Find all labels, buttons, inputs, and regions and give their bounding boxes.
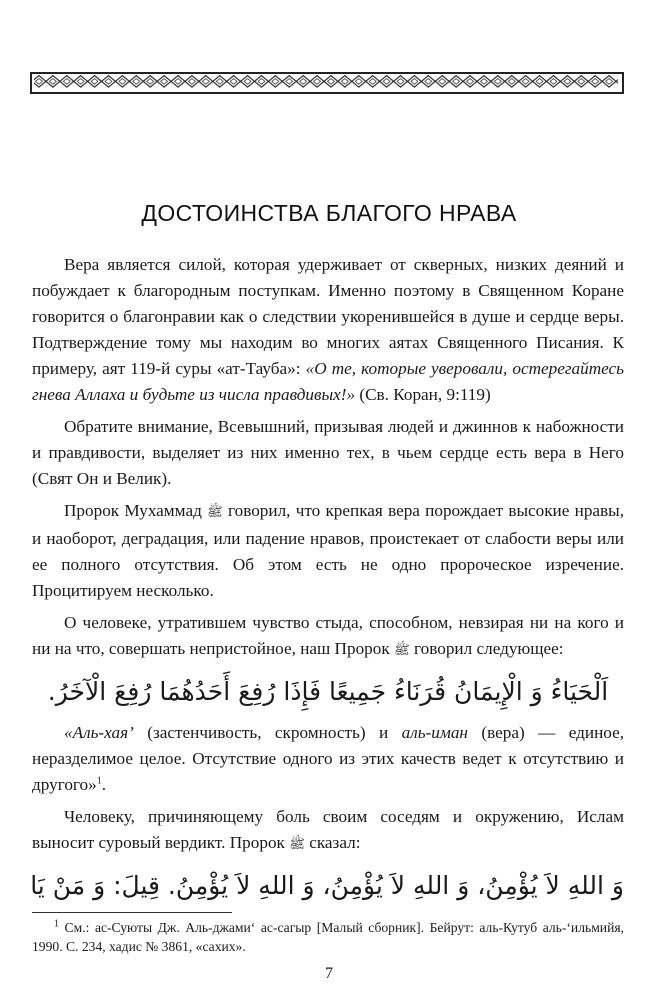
salawat-icon: ﷺ [289, 837, 305, 852]
paragraph-2: Обратите внимание, Всевышний, призывая людей и джиннов к набожности и правдивости, выделяет из них именно тех, в чьем сердце есть вера в Него (Свят Он и Велик). [32, 417, 624, 488]
paragraph-4-text-b: говорил следующее: [409, 639, 564, 658]
quran-reference: (Св. Коран, 9:119) [355, 385, 491, 404]
paragraph-5-text-b: (вера) — единое, неразделимое целое. Отсутствие одного из этих качеств ведет к отсутствию и другого» [32, 723, 624, 794]
paragraph-3 [32, 498, 624, 604]
body-text [32, 252, 624, 914]
footnote-text: См.: ас-Суюты Дж. Аль-джами‘ ас-сагыр [Малый сборник]. Бейрут: аль-Кутуб аль-‘ильмийя, 1990. С. 234, хадис № 3861, «сахих». [32, 920, 624, 954]
ornament-pattern-icon [32, 74, 622, 92]
paragraph-5-text-c: . [101, 775, 107, 794]
paragraph-6-text-a: Человеку, причиняющему боль своим соседям и окружению, Ислам выносит суровый вердикт. Пророк [32, 807, 624, 852]
paragraph-4 [32, 610, 624, 664]
arabic-hadith-1: اَلْحَيَاءُ وَ الْإِيمَانُ قُرَنَاءُ جَمِيعًا فَإِذَا رُفِعَ أَحَدُهُمَا رُفِعَ الْآخَرُ. [47, 677, 609, 706]
footnote-divider [32, 912, 232, 913]
paragraph-6-text-b: сказал: [304, 833, 361, 852]
paragraph-5 [32, 720, 624, 798]
term-al-haya: «Аль-хая’ [64, 723, 134, 742]
paragraph-6 [32, 804, 624, 858]
paragraph-5-text-a: (застенчивость, скромность) и [133, 723, 402, 742]
page-number: 7 [325, 965, 333, 982]
decorative-ornament-band [30, 72, 624, 94]
paragraph-4-text-a: О человеке, утратившем чувство стыда, способном, невзирая ни на кого и ни на что, совершать непристойное, наш Пророк [32, 613, 624, 658]
paragraph-1 [32, 252, 624, 408]
paragraph-3-text-b: говорил, что крепкая вера порождает высокие нравы, и наоборот, деградация, или падение нравов, проистекает от слабости веры или ее полного отсутствия. Об этом есть не одно пророческое изречение. Процитируем несколько. [32, 501, 624, 600]
paragraph-3-text-a: Пророк Мухаммад [64, 501, 208, 520]
footnote-number: 1 [54, 918, 59, 930]
term-al-iman: аль-иман [401, 723, 468, 742]
salawat-icon: ﷺ [207, 505, 223, 520]
arabic-hadith-2: وَ اللهِ لاَ يُؤْمِنُ، وَ اللهِ لاَ يُؤْمِنُ، وَ اللهِ لاَ يُؤْمِنُ. قِيلَ: وَ مَنْ يَا [30, 871, 624, 900]
paragraph-1-text: Вера является силой, которая удерживает от скверных, низких деяний и побуждает к благородным поступкам. Именно поэтому в Священном Коране говорится о благонравии как о следствии укоренившейся в душе и сердце веры. Подтверждение тому мы находим во многих аятах Священного Писания. К примеру, аят 119-й суры «ат-Тауба»: [32, 255, 624, 378]
footnote [32, 918, 624, 956]
salawat-icon: ﷺ [394, 643, 410, 658]
chapter-title: ДОСТОИНСТВА БЛАГОГО НРАВА [141, 200, 517, 226]
footnote-marker: 1 [96, 775, 102, 787]
quran-quote: «О те, которые уверовали, остерегайтесь гнева Аллаха и будьте из числа правдивых!» [32, 359, 624, 404]
